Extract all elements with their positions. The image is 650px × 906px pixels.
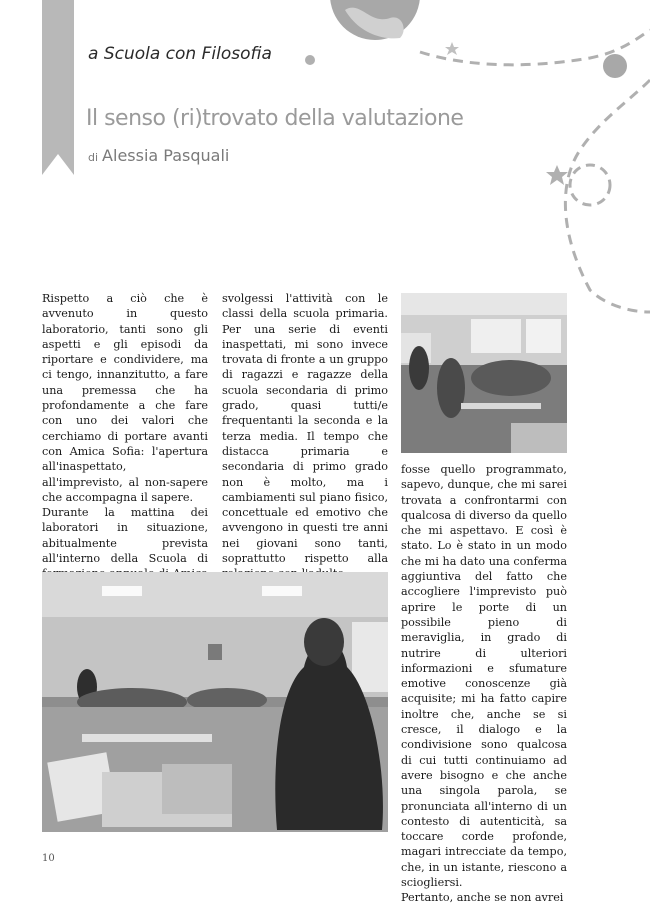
article-title: Il senso (ri)trovato della valutazione [86, 106, 464, 131]
page-number: 10 [42, 853, 55, 864]
paragraph: fosse quello programmato, sapevo, dunque, che mi sarei trovata a confrontarmi con qualcosa di diverso da quello che mi aspettavo. E così è stato. Lo è stato in un modo che mi ha dato una conferma aggiuntiva del fatto che accogliere l'imprevisto può aprire le porte di un possibile pieno di meraviglia, in grado di nutrire di ulteriori informazioni e sfumature emotive conoscenze già acquisite; mi ha fatto capire inoltre che, anche se si cresce, il dialogo e la condivisione sono qualcosa di cui tutti continuiamo ad avere bisogno e che anche una singola parola, se pronunciata all'interno di un contesto di autenticità, sa toccare corde profonde, magari intrecciate da tempo, che, in un istante, riescono a sciogliersi. [401, 463, 567, 890]
author-name: Alessia Pasquali [102, 146, 230, 165]
paragraph: Rispetto a ciò che è avvenuto in questo laboratorio, tanti sono gli aspetti e gli episodi da riportare e condividere, ma ci tengo, innanzitutto, a fare una premessa che ha profondamente a che fare con uno dei valori che cerchiamo di portare avanti con Amica Sofia: l'apertura all'inaspettato, all'imprevisto, al non-sapere che accompagna il sapere. [42, 292, 208, 504]
planet-icon [330, 0, 420, 40]
small-planet-icon [305, 55, 315, 65]
paragraph: Pertanto, anche se non avrei [401, 891, 564, 905]
text-column-3 [401, 462, 567, 906]
classroom-photo-large [42, 572, 388, 832]
author-prefix: di [88, 151, 99, 164]
bookmark-ribbon [42, 0, 74, 175]
star-icon [445, 42, 459, 55]
moon-icon [603, 54, 627, 78]
author-line [88, 146, 229, 165]
decorative-planet-graphic [290, 0, 650, 320]
paragraph: svolgessi l'attività con le classi della scuola primaria. Per una serie di eventi inaspettati, mi sono invece trovata di fronte a un gruppo di ragazzi e ragazze della scuola secondaria di primo grado, quasi tutti/e frequentanti la seconda e la terza media. Il tempo che distacca primaria e secondaria di primo grado non è molto, ma i cambiamenti sul piano fisico, concettuale ed emotivo che avvengono in questi tre anni nei giovani sono tanti, soprattutto rispetto alla [222, 292, 388, 566]
text-column-2 [222, 291, 388, 612]
classroom-photo-small [401, 293, 567, 453]
section-heading: a Scuola con Filosofia [88, 44, 272, 64]
star-icon [546, 165, 568, 185]
text-column-1 [42, 291, 208, 612]
paragraph: Durante la mattina dei laboratori in situazione, abitualmente prevista all'interno della Scuola di [42, 506, 208, 566]
